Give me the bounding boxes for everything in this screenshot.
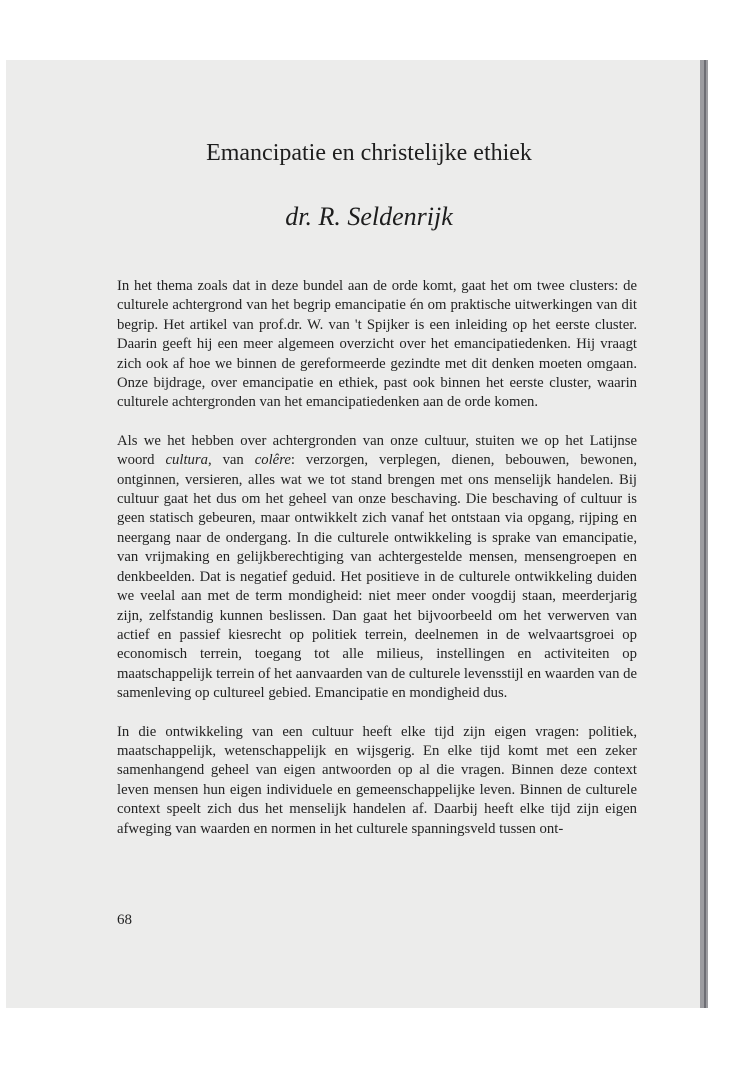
paragraph-2 xyxy=(117,432,637,704)
article-body xyxy=(117,277,637,858)
paragraph-2-text-between: , van xyxy=(207,452,255,469)
paragraph-3: In die ontwikkeling van een cultuur heeft elke tijd zijn eigen vragen: politiek, maatschappelijk, wetenschappelijk en wijsgerig. En elke tijd komt met een zeker samenhangend geheel van eigen antwoorden op al die vragen. Binnen deze context leven mensen hun eigen individuele en gemeenschappelijke leven. Binnen de culturele context speelt zich dus het menselijk handelen af. Daarbij heeft elke tijd zijn eigen afweging van waarden en normen in het culturele spanningsveld tussen ont- xyxy=(117,723,637,837)
paragraph-1: In het thema zoals dat in deze bundel aan de orde komt, gaat het om twee clusters: de culturele achtergrond van het begrip emancipatie én om praktische uitwerkingen van dit begrip. Het artikel van prof.dr. W. van 't Spijker is een inleiding op het eerste cluster. Daarin geeft hij een meer algemeen overzicht over het emancipatiedenken. Hij vraagt zich ook af hoe we binnen de gereformeerde gezindte met dit denken moeten omgaan. Onze bijdrage, over emancipatie en ethiek, past ook binnen het eerste cluster, waarin culturele achtergronden van het emancipatiedenken aan de orde komen. xyxy=(117,278,637,411)
term-colere: colêre xyxy=(254,452,291,469)
page-number: 68 xyxy=(117,912,132,928)
term-cultura: cultura xyxy=(165,452,208,469)
article-author: dr. R. Seldenrijk xyxy=(285,202,453,231)
paragraph-2-text-before: Als we het hebben over achtergronden van onze cultuur, stuiten we op het Latijnse woord xyxy=(117,432,637,469)
paragraph-2-text-after: : verzorgen, verplegen, dienen, bebouwen, bewonen, ontginnen, versieren, alles wat we tot stand brengen met ons menselijk handelen. Bij cultuur gaat het dus om het geheel van onze beschaving. Die beschaving of cultuur is geen statisch gebeuren, maar ontwikkelt zich vanaf het ontstaan via opgang, rijping en neergang naar de ondergang. In die culturele ontwikkeling is sprake van emancipatie, van vrijmaking en gelijkberechtiging van achtergestelde mensen, mensengroepen en denkbeelden. Dat is negatief geduid. Het positieve in de culturele ontwikkeling duiden we veelal aan met de term mondigheid: niet meer onder voogdij staan, meerderjarig zijn, zelfstandig kunnen beslissen. Dan gaat het bijvoorbeeld om het verwerven van actief en passief kiesrecht op politiek terrein, deelnemen in de welvaartsgroei op economisch terrein, toegang tot alle milieus, instellingen en activiteiten op maatschappelijk terrein of het aanvaarden van de culturele levensstijl en waarden van de samenleving op cultureel gebied. Emancipatie en mondigheid dus. xyxy=(117,452,638,702)
article-title: Emancipatie en christelijke ethiek xyxy=(206,140,532,166)
